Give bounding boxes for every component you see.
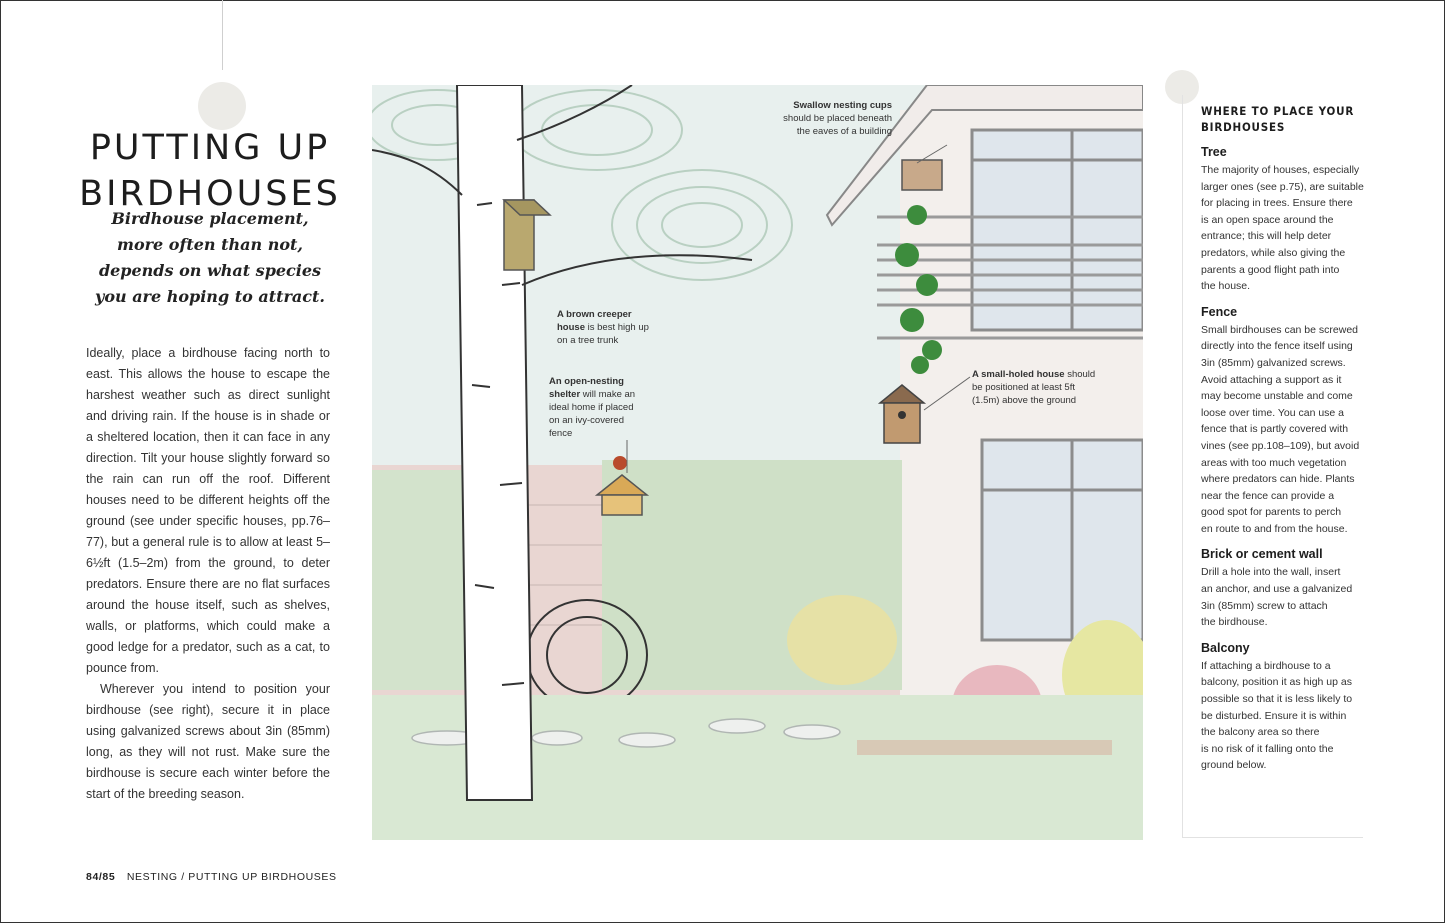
- subtitle-line: depends on what species: [98, 261, 322, 280]
- sidebar-line: the house.: [1201, 280, 1251, 293]
- yellow-shrub: [787, 595, 897, 685]
- callout-swallow-text: should be placed beneath the eaves of a building: [783, 113, 892, 137]
- sidebar-line: entrance; this will help deter: [1201, 230, 1332, 243]
- sidebar-paragraph: [1201, 564, 1361, 630]
- sidebar-section-fence: [1201, 305, 1361, 538]
- callout-brown-creeper-house: [557, 308, 657, 347]
- sidebar-line: larger ones (see p.75), are suitable: [1201, 180, 1364, 193]
- sidebar-line: Avoid attaching a support as it: [1201, 373, 1342, 386]
- sidebar-line: be disturbed. Ensure it is within: [1201, 709, 1347, 722]
- sidebar-line: Drill a hole into the wall, insert: [1201, 566, 1341, 579]
- sidebar-line: possible so that it is less likely to: [1201, 693, 1353, 706]
- birch-trunk: [457, 85, 532, 800]
- callout-small-holed-house: [972, 368, 1097, 407]
- sidebar-line: parents a good flight path into: [1201, 263, 1340, 276]
- sidebar-line: good spot for parents to perch: [1201, 506, 1342, 519]
- callout-swallow-bold: Swallow nesting cups: [793, 100, 892, 111]
- page-subtitle: [80, 206, 340, 310]
- sidebar-line: fence that is partly covered with: [1201, 423, 1349, 436]
- subtitle-line: Birdhouse placement,: [111, 209, 309, 228]
- sidebar-line: 3in (85mm) screw to attach: [1201, 599, 1328, 612]
- sidebar-subheading: Fence: [1201, 304, 1238, 319]
- callout-creeper-text: is best high up on a tree trunk: [557, 322, 649, 346]
- sidebar-line: ground below.: [1201, 759, 1267, 772]
- sidebar-line: is an open space around the: [1201, 213, 1334, 226]
- title-line: PUTTING UP: [89, 128, 331, 169]
- callout-shelter-bold: An open-nesting shelter: [549, 376, 624, 400]
- body-paragraph: Wherever you intend to position your birdhouse (see right), secure it in place using galvanized screws about 3in (85mm) long, as they will not rust. Make sure the birdhouse is secure each winter before the start of the breeding season.: [86, 682, 330, 801]
- sidebar-line: predators, while also giving the: [1201, 246, 1346, 259]
- flower-bed-edge: [857, 740, 1112, 755]
- sidebar-line: is no risk of it falling onto the: [1201, 742, 1334, 755]
- sidebar-line: the birdhouse.: [1201, 616, 1268, 629]
- callout-small-hole-text: should be positioned at least 5ft (1.5m) above the ground: [972, 369, 1096, 406]
- sidebar-line: 3in (85mm) galvanized screws.: [1201, 356, 1346, 369]
- garden-scene: [372, 85, 1143, 840]
- sidebar-section-balcony: [1201, 641, 1361, 774]
- sidebar-heading-line: BIRDHOUSES: [1201, 120, 1286, 134]
- sidebar-line: Small birdhouses can be screwed: [1201, 323, 1358, 336]
- sidebar-line: vines (see pp.108–109), but avoid: [1201, 439, 1360, 452]
- sidebar-line: The majority of houses, especially: [1201, 164, 1360, 176]
- decorative-dot: [198, 82, 246, 130]
- sidebar-content: [1201, 103, 1364, 774]
- sidebar-line: If attaching a birdhouse to a: [1201, 659, 1331, 672]
- sidebar-paragraph: [1201, 162, 1364, 295]
- title-line: BIRDHOUSES: [79, 174, 341, 215]
- page-title: [70, 125, 350, 217]
- sidebar-section-tree: [1201, 145, 1364, 295]
- sidebar-line: areas with too much vegetation: [1201, 456, 1347, 469]
- sidebar-paragraph: [1201, 658, 1361, 774]
- sidebar-line: the balcony area so there: [1201, 726, 1320, 739]
- sidebar-line: for placing in trees. Ensure there: [1201, 197, 1353, 210]
- sidebar-heading-line: WHERE TO PLACE YOUR: [1201, 104, 1355, 118]
- sidebar-line: directly into the fence itself using: [1201, 340, 1353, 353]
- body-paragraph: Ideally, place a birdhouse facing north to east. This allows the house to escape the harshest weather such as direct sunlight and driving rain. If the house is in shade or a sheltered location, then it can face in any direction. Tilt your house slightly forward so the rain can run off the roof. Different houses need to be different heights off the ground (see under specific houses, pp.76–77), but a general rule is to allow at least 5–6½ft (1.5–2m) from the ground, to deter predators. Ensure there are no flat surfaces around the house itself, such as shelves, walls, or platforms, which could make a good ledge for a predator, such as a cat, to pounce from.: [86, 346, 330, 675]
- sidebar-subheading: Brick or cement wall: [1201, 547, 1323, 562]
- subtitle-line: more often than not,: [117, 235, 303, 254]
- callout-small-hole-bold: A small-holed house: [972, 369, 1065, 380]
- decorative-line: [222, 0, 223, 70]
- sidebar-line: balcony, position it as high up as: [1201, 676, 1352, 689]
- sidebar-line: near the fence can provide a: [1201, 489, 1335, 502]
- garden-illustration: [372, 85, 1143, 840]
- sidebar-subheading: Balcony: [1201, 640, 1250, 655]
- sidebar-subheading: Tree: [1201, 145, 1227, 159]
- callout-open-nesting-shelter: [549, 375, 639, 440]
- swallow-nest-cup: [902, 160, 942, 190]
- callout-shelter-text: will make an ideal home if placed on an ivy-covered fence: [549, 389, 636, 439]
- subtitle-line: you are hoping to attract.: [95, 287, 325, 306]
- sidebar-paragraph: [1201, 322, 1361, 538]
- sidebar-line: loose over time. You can use a: [1201, 406, 1345, 419]
- sidebar-line: where predators can hide. Plants: [1201, 473, 1355, 486]
- sidebar-line: en route to and from the house.: [1201, 522, 1348, 535]
- sidebar-line: may become unstable and come: [1201, 390, 1353, 403]
- sidebar-line: an anchor, and use a galvanized: [1201, 583, 1353, 596]
- page-footer: [86, 871, 337, 883]
- lower-window: [982, 440, 1143, 640]
- page-numbers: 84/85: [86, 871, 116, 883]
- placement-sidebar: [1182, 95, 1363, 838]
- callout-creeper-bold: A brown creeper house: [557, 309, 632, 333]
- body-text: [86, 343, 330, 805]
- footer-section: NESTING / PUTTING UP BIRDHOUSES: [126, 871, 337, 883]
- sidebar-heading: [1201, 103, 1361, 135]
- callout-swallow-nesting-cups: [782, 99, 892, 138]
- sidebar-section-brick-wall: [1201, 547, 1361, 630]
